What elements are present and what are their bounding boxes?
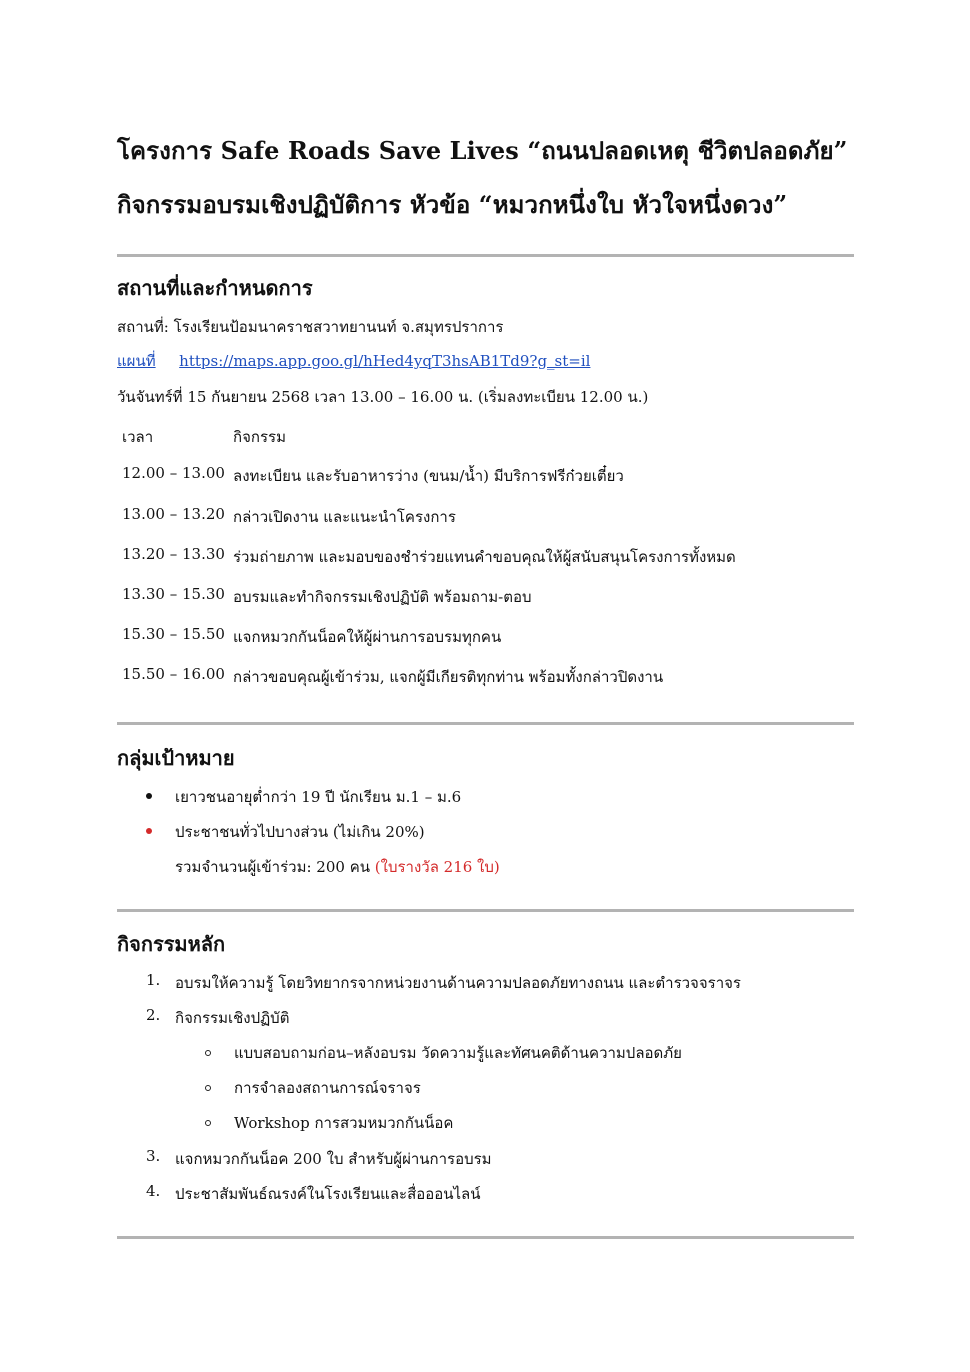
- circle-bullet-icon: [205, 1050, 211, 1056]
- schedule-time: 15.30 – 15.50: [122, 625, 225, 643]
- divider: [117, 909, 854, 912]
- divider: [117, 1236, 854, 1239]
- section-heading-venue: สถานที่และกำหนดการ: [117, 276, 313, 300]
- map-row: [117, 349, 590, 373]
- schedule-time: 13.00 – 13.20: [122, 505, 225, 523]
- target-item: เยาวชนอายุต่ำกว่า 19 ปี นักเรียน ม.1 – ม.6: [175, 788, 462, 806]
- circle-bullet-icon: [205, 1085, 211, 1091]
- activity-item: กิจกรรมเชิงปฏิบัติ: [175, 1009, 290, 1027]
- target-item: ประชาชนทั่วไปบางส่วน (ไม่เกิน 20%): [175, 823, 425, 841]
- schedule-time: 12.00 – 13.00: [122, 464, 225, 482]
- section-heading-target: กลุ่มเป้าหมาย: [117, 746, 235, 770]
- activity-sub-item: Workshop การสวมหมวกกันน็อค: [234, 1114, 454, 1132]
- activity-sub-item: การจำลองสถานการณ์จราจร: [234, 1079, 421, 1097]
- schedule-activity: กล่าวเปิดงาน และแนะนำโครงการ: [233, 508, 456, 526]
- activity-item: ประชาสัมพันธ์ณรงค์ในโรงเรียนและสื่อออนไลน์: [175, 1185, 481, 1203]
- divider: [117, 254, 854, 257]
- list-number: 4.: [146, 1182, 161, 1200]
- list-number: 2.: [146, 1006, 161, 1024]
- schedule-time: 13.30 – 15.30: [122, 585, 225, 603]
- title-line-1: โครงการ Safe Roads Save Lives “ถนนปลอดเหตุ ชีวิตปลอดภัย”: [117, 136, 848, 165]
- venue-location: สถานที่: โรงเรียนป้อมนาคราชสวาทยานนท์ จ.สมุทรปราการ: [117, 318, 504, 336]
- event-date: วันจันทร์ที่ 15 กันยายน 2568 เวลา 13.00 – 16.00 น. (เริ่มลงทะเบียน 12.00 น.): [117, 388, 649, 406]
- schedule-activity: ลงทะเบียน และรับอาหารว่าง (ขนม/น้ำ) มีบริการฟรีก๋วยเตี๋ยว: [233, 467, 624, 485]
- participant-total-note: (ใบรางวัล 216 ใบ): [374, 858, 500, 876]
- schedule-time: 13.20 – 13.30: [122, 545, 225, 563]
- circle-bullet-icon: [205, 1120, 211, 1126]
- map-url-link[interactable]: https://maps.app.goo.gl/hHed4yqT3hsAB1Td9?g_st=il: [179, 352, 591, 370]
- activity-sub-item: แบบสอบถามก่อน–หลังอบรม วัดความรู้และทัศนคติด้านความปลอดภัย: [234, 1044, 682, 1062]
- bullet-icon: [146, 793, 152, 799]
- activity-item: อบรมให้ความรู้ โดยวิทยากรจากหน่วยงานด้านความปลอดภัยทางถนน และตำรวจจราจร: [175, 974, 741, 992]
- section-heading-activities: กิจกรรมหลัก: [117, 932, 226, 956]
- schedule-time: 15.50 – 16.00: [122, 665, 225, 683]
- schedule-activity: ร่วมถ่ายภาพ และมอบของชำร่วยแทนคำขอบคุณให้ผู้สนับสนุนโครงการทั้งหมด: [233, 548, 736, 566]
- schedule-activity: กล่าวขอบคุณผู้เข้าร่วม, แจกผู้มีเกียรติทุกท่าน พร้อมทั้งกล่าวปิดงาน: [233, 668, 664, 686]
- title-line-2: กิจกรรมอบรมเชิงปฏิบัติการ หัวข้อ “หมวกหนึ่งใบ หัวใจหนึ่งดวง”: [117, 190, 788, 219]
- divider: [117, 722, 854, 725]
- list-number: 1.: [146, 971, 161, 989]
- schedule-activity: แจกหมวกกันน็อคให้ผู้ผ่านการอบรมทุกคน: [233, 628, 502, 646]
- schedule-header-activity: กิจกรรม: [233, 428, 286, 446]
- participant-total: [175, 855, 500, 879]
- schedule-activity: อบรมและทำกิจกรรมเชิงปฏิบัติ พร้อมถาม-ตอบ: [233, 588, 532, 606]
- list-number: 3.: [146, 1147, 161, 1165]
- map-label-link[interactable]: แผนที่: [117, 352, 156, 370]
- schedule-header-time: เวลา: [122, 428, 154, 446]
- activity-item: แจกหมวกกันน็อค 200 ใบ สำหรับผู้ผ่านการอบรม: [175, 1150, 492, 1168]
- participant-total-text: รวมจำนวนผู้เข้าร่วม: 200 คน: [175, 858, 370, 876]
- bullet-icon: [146, 828, 152, 834]
